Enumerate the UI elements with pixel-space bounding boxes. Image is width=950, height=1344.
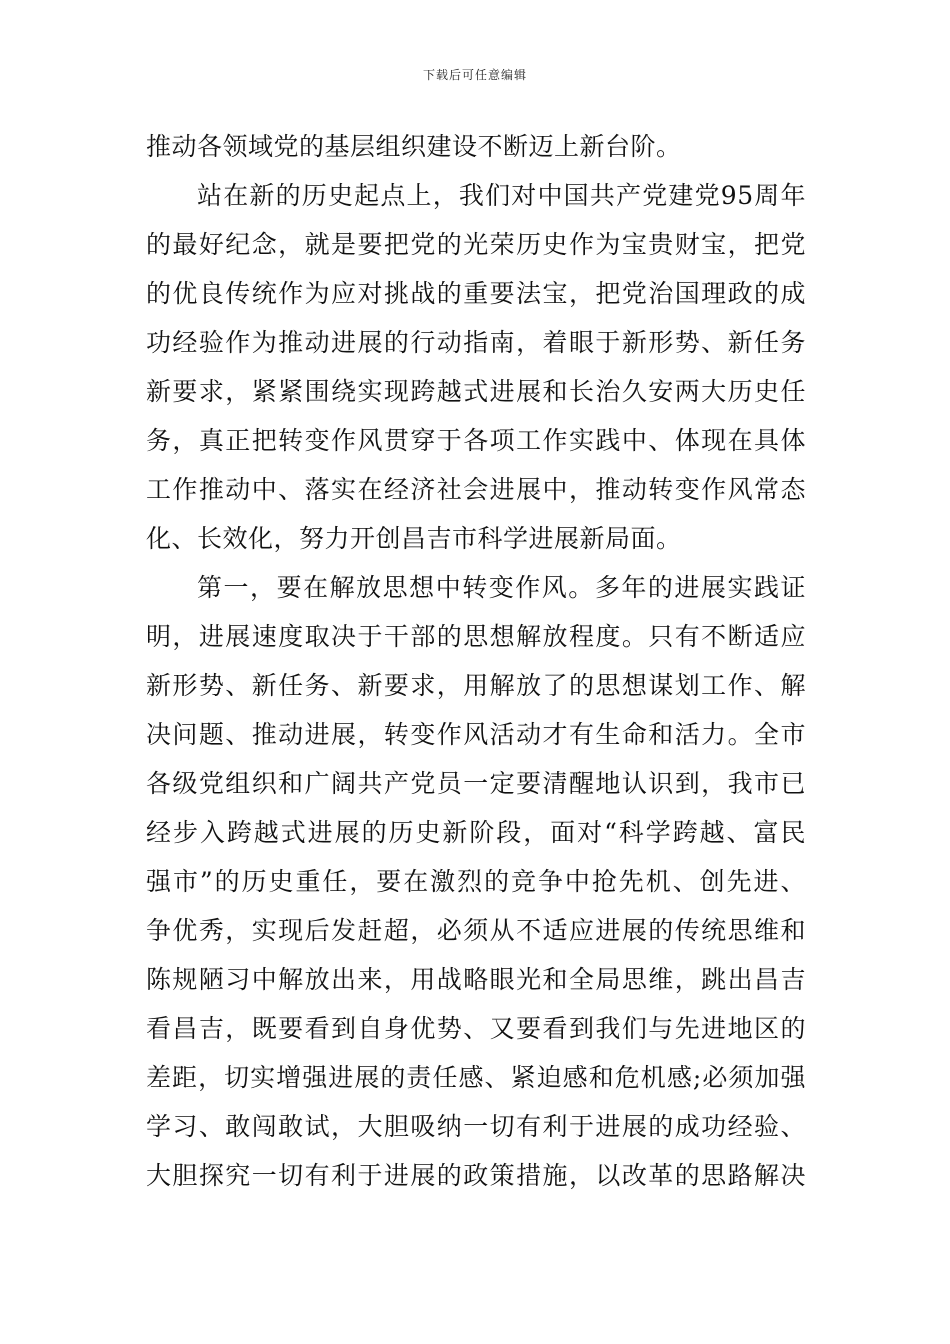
text-line: 大胆探究一切有利于进展的政策措施，以改革的思路解决	[146, 1161, 806, 1190]
text-line: 务，真正把转变作风贯穿于各项工作实践中、体现在具体	[146, 426, 806, 455]
text-line: 的最好纪念，就是要把党的光荣历史作为宝贵财宝，把党	[146, 230, 806, 259]
text-line: 推动各领域党的基层组织建设不断迈上新台阶。	[146, 132, 682, 161]
text-line: 各级党组织和广阔共产党员一定要清醒地认识到，我市已	[146, 769, 806, 798]
text-line: 争优秀，实现后发赶超，必须从不适应进展的传统思维和	[146, 916, 806, 945]
page-header: 下载后可任意编辑	[422, 68, 527, 82]
text-line: 看昌吉，既要看到自身优势、又要看到我们与先进地区的	[146, 1014, 806, 1043]
text-line: 强市”的历史重任，要在激烈的竞争中抢先机、创先进、	[146, 867, 806, 896]
text-line: 陈规陋习中解放出来，用战略眼光和全局思维，跳出昌吉	[146, 965, 806, 994]
text-line: 差距，切实增强进展的责任感、紧迫感和危机感;必须加强	[146, 1063, 806, 1092]
paragraph-first-line: 第一，要在解放思想中转变作风。多年的进展实践证	[197, 573, 806, 602]
text-line: 经步入跨越式进展的历史新阶段，面对“科学跨越、富民	[146, 818, 806, 847]
text-line: 化、长效化，努力开创昌吉市科学进展新局面。	[146, 524, 682, 553]
text-line: 的优良传统作为应对挑战的重要法宝，把党治国理政的成	[146, 279, 806, 308]
paragraph-first-line: 站在新的历史起点上，我们对中国共产党建党95周年	[197, 181, 806, 210]
text-line: 决问题、推动进展，转变作风活动才有生命和活力。全市	[146, 720, 806, 749]
text-line: 新要求，紧紧围绕实现跨越式进展和长治久安两大历史任	[146, 377, 806, 406]
text-line: 功经验作为推动进展的行动指南，着眼于新形势、新任务	[146, 328, 806, 357]
text-line: 新形势、新任务、新要求，用解放了的思想谋划工作、解	[146, 671, 806, 700]
document-body	[146, 122, 806, 1200]
text-line: 工作推动中、落实在经济社会进展中，推动转变作风常态	[146, 475, 806, 504]
text-line: 学习、敢闯敢试，大胆吸纳一切有利于进展的成功经验、	[146, 1112, 806, 1141]
text-line: 明，进展速度取决于干部的思想解放程度。只有不断适应	[146, 622, 806, 651]
